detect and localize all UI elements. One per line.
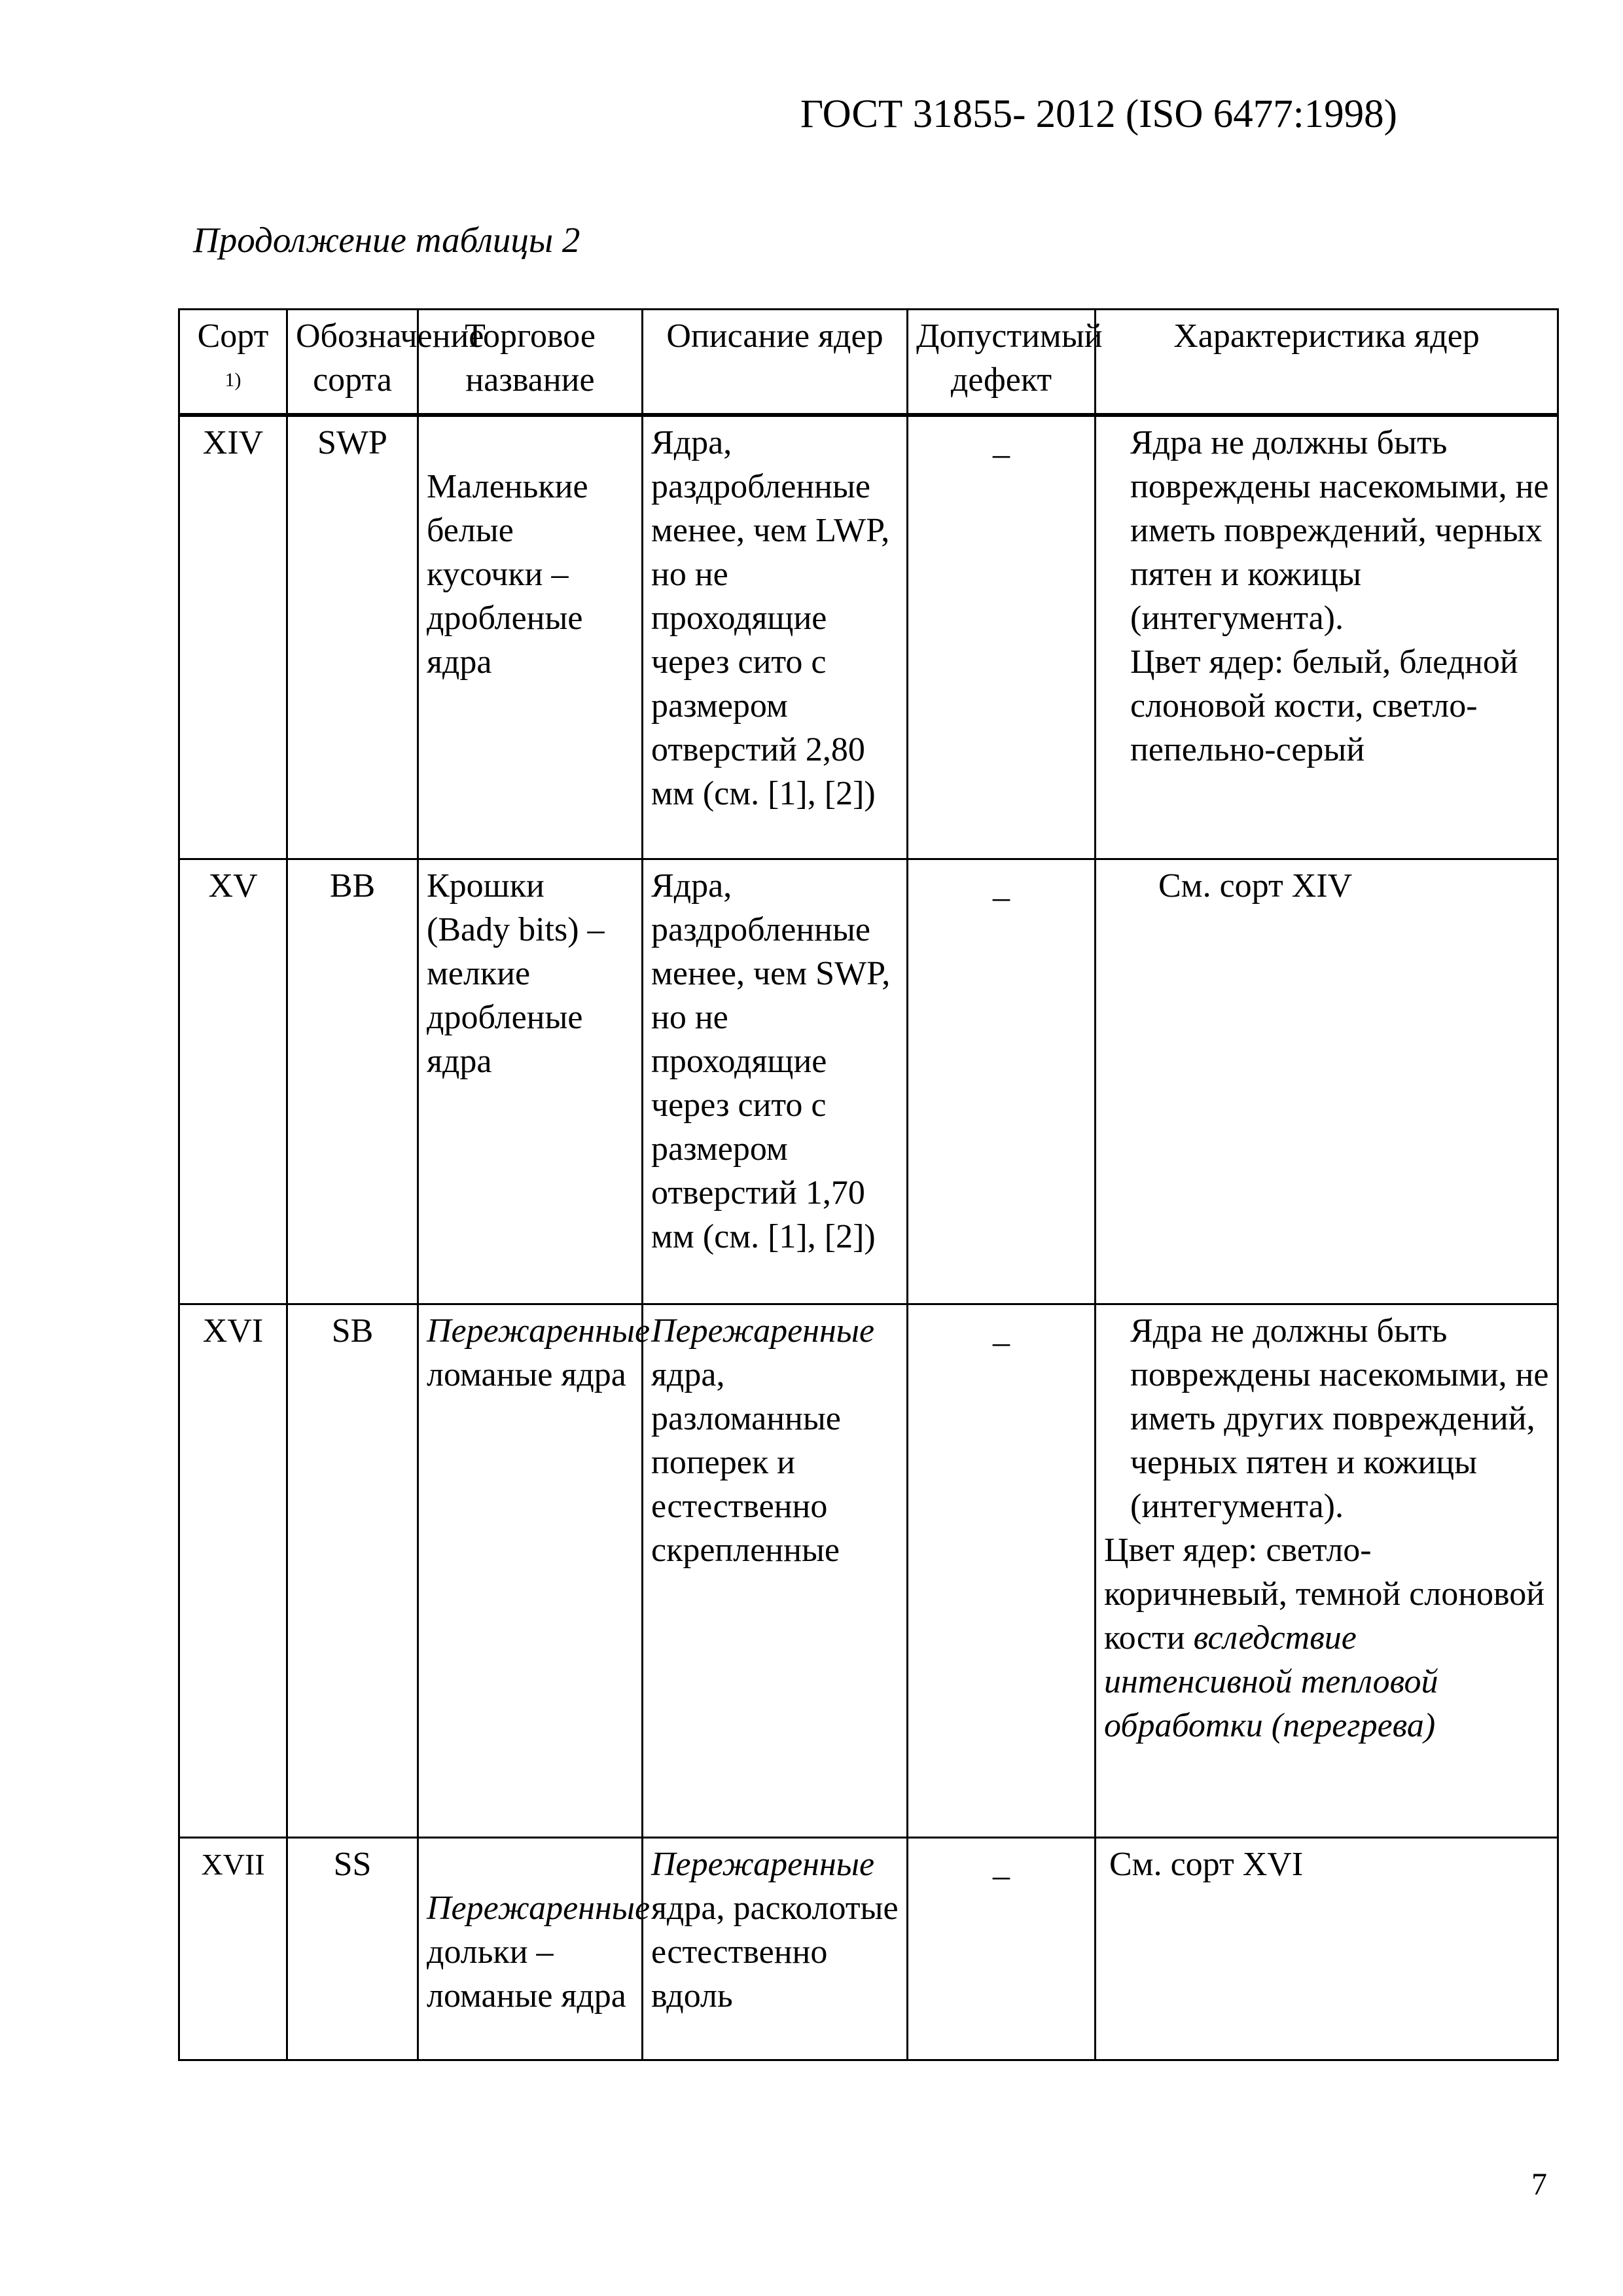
designation-cell: SWP (287, 415, 418, 859)
column-header-allowed-defect: Допустимый дефект (908, 310, 1096, 416)
grade-cell: XVI (179, 1304, 287, 1837)
description-cell: Пережаренные ядра, расколотые естественно вдоль (643, 1837, 908, 2060)
table-caption: Продолжение таблицы 2 (193, 220, 580, 260)
column-header-kernel-description: Описание ядер (643, 310, 908, 416)
characteristics-cell: Ядра не должны быть повреждены насекомыми, не иметь повреждений, черных пятен и кожицы (интегумента). Цвет ядер: белый, бледной слоновой кости, светло-пепельно-серый (1096, 415, 1558, 859)
trade-name-cell: Пережаренные ломаные ядра (418, 1304, 643, 1837)
defect-cell: _ (908, 1304, 1096, 1837)
trade-name-cell: Пережаренные дольки – ломаные ядра (418, 1837, 643, 2060)
column-header-kernel-characteristics: Характеристика ядер (1096, 310, 1558, 416)
characteristics-cell: См. сорт XVI (1096, 1837, 1558, 2060)
defect-cell: _ (908, 859, 1096, 1304)
kernel-grades-table (178, 308, 1559, 2061)
page-number: 7 (1531, 2167, 1547, 2202)
standard-header: ГОСТ 31855- 2012 (ISO 6477:1998) (800, 92, 1397, 136)
grade-cell: XVII (179, 1837, 287, 2060)
defect-cell: _ (908, 415, 1096, 859)
trade-name-cell: Крошки (Bady bits) – мелкие дробленые ядра (418, 859, 643, 1304)
table-row (179, 415, 1558, 859)
characteristics-cell: Ядра не должны быть повреждены насекомыми, не иметь других повреждений, черных пятен и кожицы (интегумента). Цвет ядер: светло-коричневый, темной слоновой кости вследствие интенсивной тепловой обработки (перегрева) (1096, 1304, 1558, 1837)
defect-cell: _ (908, 1837, 1096, 2060)
designation-cell: SS (287, 1837, 418, 2060)
characteristics-cell: См. сорт XIV (1096, 859, 1558, 1304)
footnote-mark: 1) (224, 369, 241, 391)
trade-name-cell: Маленькие белые кусочки – дробленые ядра (418, 415, 643, 859)
table-row (179, 1304, 1558, 1837)
table-row (179, 859, 1558, 1304)
column-header-designation: Обозначение сорта (287, 310, 418, 416)
grade-cell: XV (179, 859, 287, 1304)
table-header-row (179, 310, 1558, 416)
description-cell: Пережаренные ядра, разломанные поперек и естественно скрепленные (643, 1304, 908, 1837)
table-row (179, 1837, 1558, 2060)
designation-cell: SB (287, 1304, 418, 1837)
description-cell: Ядра, раздробленные менее, чем SWP, но не проходящие через сито с размером отверстий 1,70 мм (см. [1], [2]) (643, 859, 908, 1304)
column-header-grade: Сорт $^{1)}$ (179, 310, 287, 416)
grade-cell: XIV (179, 415, 287, 859)
description-cell: Ядра, раздробленные менее, чем LWP, но не проходящие через сито с размером отверстий 2,80 мм (см. [1], [2]) (643, 415, 908, 859)
column-header-trade-name: Торговое название (418, 310, 643, 416)
designation-cell: BB (287, 859, 418, 1304)
